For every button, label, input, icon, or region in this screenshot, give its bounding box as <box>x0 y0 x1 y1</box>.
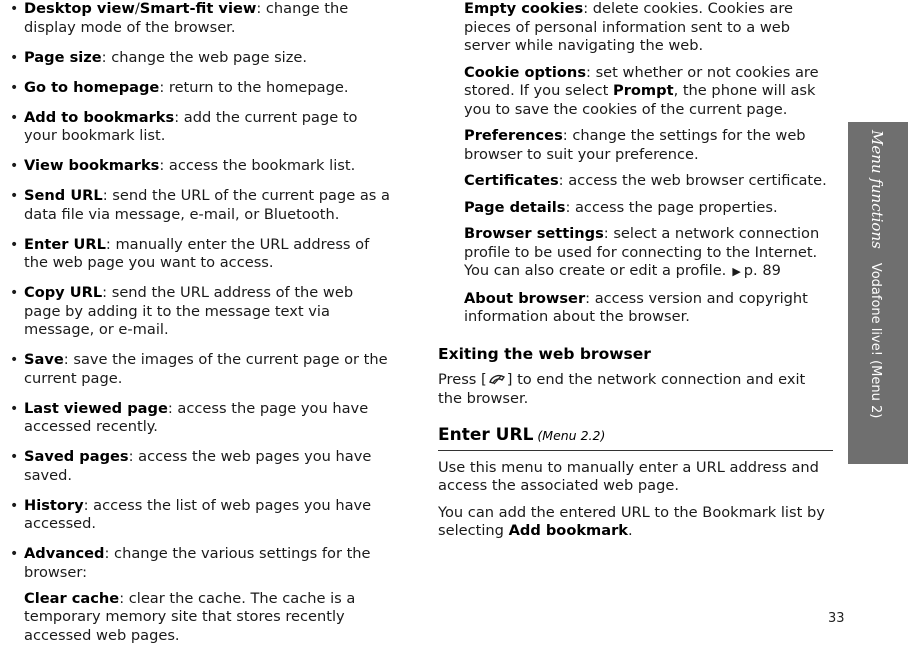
exiting-paragraph: Press [ ] to end the network connection and exit the browser. <box>438 371 806 407</box>
item-label: Enter URL <box>24 235 106 253</box>
item-label: Copy URL <box>24 284 103 301</box>
bullet-icon: • <box>10 49 19 66</box>
subitem <box>438 0 833 56</box>
bullet-icon: • <box>10 188 19 204</box>
bullet-icon: • <box>10 400 19 417</box>
item-text: : save the images of the current page or the current page. <box>24 351 388 387</box>
item-label: History <box>24 496 84 514</box>
exiting-heading: Exiting the web browser <box>438 344 651 363</box>
item-text: : return to the homepage. <box>159 78 349 96</box>
side-tab-text <box>866 130 887 418</box>
enter-url-para2: You can add the entered URL to the Bookmark list by selecting Add bookmark. <box>438 503 825 539</box>
item-text: : select a network connection profile to be used for connecting to the Internet. You can also create or edit a profile. <box>464 225 820 279</box>
item-label: Go to homepage <box>24 78 160 96</box>
subitem <box>438 225 833 282</box>
item-label: Desktop view <box>24 0 135 17</box>
item-text: : manually enter the URL address of the web page you want to access. <box>24 235 370 271</box>
bullet-icon: • <box>10 109 19 126</box>
item-label: Preferences <box>464 127 563 144</box>
bullet-item <box>10 79 392 98</box>
item-label-2: Prompt <box>613 82 674 99</box>
item-text: : access the list of web pages you have accessed. <box>24 496 372 532</box>
bullet-item <box>10 187 392 224</box>
bullet-item <box>10 545 392 582</box>
item-text: : change the web page size. <box>101 48 308 66</box>
bullet-icon: • <box>10 449 19 465</box>
item-label: Cookie options <box>464 63 587 81</box>
bullet-item <box>10 400 392 437</box>
bullet-item <box>10 351 392 388</box>
right-column <box>438 0 833 541</box>
item-text: : clear the cache. The cache is a temporary memory site that stores recently accessed web pages. <box>24 589 356 644</box>
item-label: Empty cookies <box>464 0 584 17</box>
item-text: : send the URL address of the web page by adding it to the message text via message, or e-mail. <box>24 284 354 338</box>
item-label: Send URL <box>24 187 103 204</box>
item-separator: / <box>134 0 140 17</box>
subitem <box>438 172 833 191</box>
bullet-item <box>10 497 392 534</box>
subitem <box>438 199 833 218</box>
item-label: Save <box>24 351 64 368</box>
item-text: : send the URL of the current page as a data file via message, e-mail, or Bluetooth. <box>24 187 390 223</box>
item-label: Saved pages <box>24 448 129 465</box>
item-text: : access the bookmark list. <box>159 157 356 174</box>
bullet-icon: • <box>10 79 19 96</box>
item-text-2: , the phone will ask you to save the cookies of the current page. <box>464 82 816 118</box>
bullet-item <box>10 157 392 176</box>
clear-cache-item <box>10 590 392 646</box>
bullet-icon: • <box>10 1 19 17</box>
bullet-item <box>10 0 392 37</box>
item-text: : change the display mode of the browser. <box>24 0 349 36</box>
bullet-icon: • <box>10 497 19 514</box>
item-text: : change the settings for the web browser to suit your preference. <box>464 127 806 163</box>
item-label: About browser <box>464 289 586 307</box>
bullet-item <box>10 49 392 68</box>
item-text: : set whether or not cookies are stored. If you select <box>464 63 819 99</box>
section-side-tab <box>848 122 908 464</box>
side-tab-sub: Vodafone live! (Menu 2) <box>868 262 883 419</box>
item-text: : access the page properties. <box>565 198 778 216</box>
menu-tag: (Menu 2.2) <box>537 428 606 443</box>
enter-url-heading: Enter URL (Menu 2.2) <box>438 426 833 451</box>
item-text: : access version and copyright information about the browser. <box>464 289 808 325</box>
item-text: : change the various settings for the browser: <box>24 545 371 581</box>
bullet-item <box>10 109 392 146</box>
subitem <box>438 290 833 327</box>
bullet-icon: • <box>10 158 19 174</box>
side-tab-section: Menu functions <box>868 130 886 249</box>
advanced-subitems <box>438 0 833 327</box>
bullet-icon: • <box>10 352 19 368</box>
item-text: : delete cookies. Cookies are pieces of personal information sent to a web server while navigating the web. <box>464 0 793 54</box>
item-label: View bookmarks <box>24 157 160 174</box>
enter-url-para1: Use this menu to manually enter a URL address and access the associated web page. <box>438 458 819 494</box>
item-label: Certificates <box>464 172 559 189</box>
bullet-item <box>10 284 392 340</box>
subitem <box>438 64 833 120</box>
page-number: 33 <box>828 611 845 626</box>
item-label-2: Smart-fit view <box>139 0 257 17</box>
arrow-right-icon: ▶ <box>732 265 741 278</box>
item-label: Advanced <box>24 545 105 562</box>
item-text: : access the page you have accessed recently. <box>24 399 369 435</box>
bullet-icon: • <box>10 236 19 253</box>
item-label: Clear cache <box>24 589 120 607</box>
bullet-icon: • <box>10 546 19 562</box>
item-label: Last viewed page <box>24 399 168 417</box>
subitem <box>438 127 833 164</box>
item-text: : add the current page to your bookmark list. <box>24 108 358 144</box>
item-text: : access the web browser certificate. <box>558 172 827 189</box>
page-ref: p. 89 <box>743 262 781 279</box>
item-label: Page size <box>24 48 102 66</box>
end-call-icon <box>487 371 507 387</box>
item-label: Browser settings <box>464 225 604 242</box>
item-text: : access the web pages you have saved. <box>24 448 372 484</box>
bullet-icon: • <box>10 285 19 301</box>
item-label: Page details <box>464 198 566 216</box>
item-label: Add to bookmarks <box>24 108 175 126</box>
bullet-item <box>10 448 392 485</box>
bullet-item <box>10 236 392 273</box>
left-column <box>10 0 392 653</box>
